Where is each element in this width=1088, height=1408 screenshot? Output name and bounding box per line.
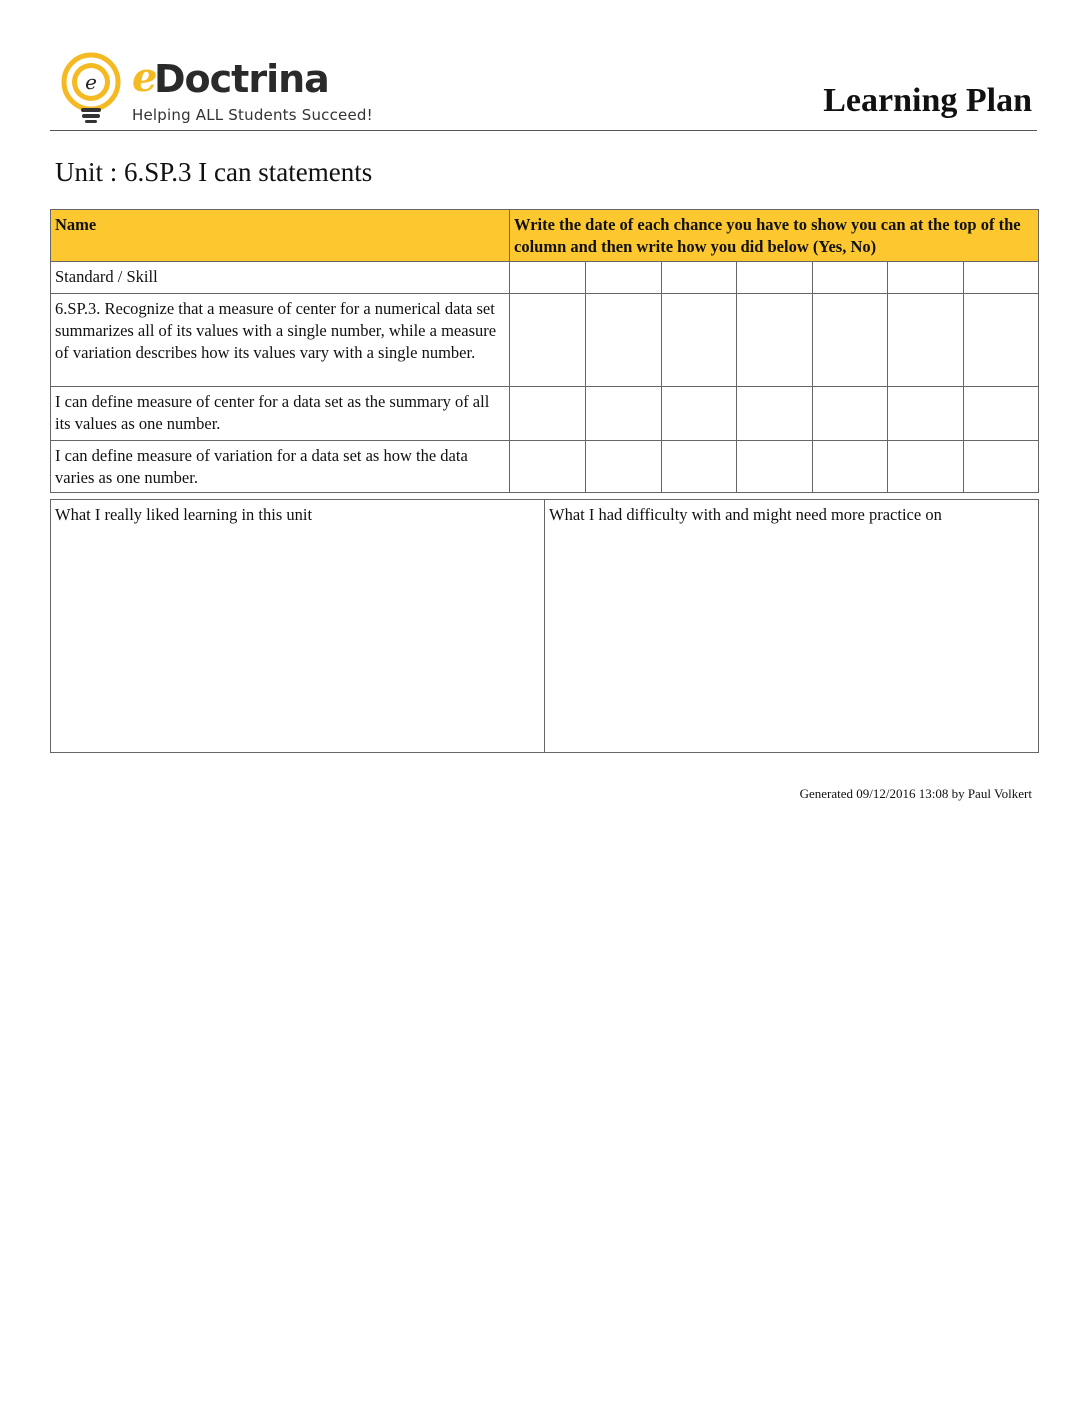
logo-tagline: Helping ALL Students Succeed! — [132, 106, 373, 124]
document-title: Learning Plan — [823, 82, 1032, 119]
liked-learning-box[interactable]: What I really liked learning in this unit — [51, 500, 545, 753]
date-cell[interactable] — [510, 262, 586, 294]
result-cell[interactable] — [737, 441, 813, 493]
result-cell[interactable] — [586, 294, 662, 387]
date-cell[interactable] — [888, 262, 964, 294]
standard-skill-row — [51, 262, 1039, 294]
result-cell[interactable] — [964, 387, 1039, 441]
date-cell[interactable] — [737, 262, 813, 294]
result-cell[interactable] — [510, 441, 586, 493]
result-cell[interactable] — [586, 441, 662, 493]
logo-e-letter: e — [132, 54, 158, 101]
skill-statement: I can define measure of center for a data set as the summary of all its values as one number. — [51, 387, 510, 441]
table-row — [51, 294, 1039, 387]
header-divider — [50, 130, 1037, 131]
svg-text:e: e — [85, 70, 97, 94]
name-header-cell[interactable]: Name — [51, 210, 510, 262]
table-row — [51, 441, 1039, 493]
result-cell[interactable] — [510, 294, 586, 387]
difficulty-box[interactable]: What I had difficulty with and might need more practice on — [545, 500, 1039, 753]
result-cell[interactable] — [964, 441, 1039, 493]
result-cell[interactable] — [737, 387, 813, 441]
result-cell[interactable] — [813, 387, 888, 441]
date-cell[interactable] — [586, 262, 662, 294]
edoctrina-logo — [54, 52, 374, 128]
reflection-row — [51, 500, 1039, 753]
instructions-header-cell: Write the date of each chance you have to show you can at the top of the column and then write how you did below (Yes, No) — [510, 210, 1039, 262]
date-cell[interactable] — [662, 262, 737, 294]
result-cell[interactable] — [888, 441, 964, 493]
result-cell[interactable] — [662, 441, 737, 493]
table-header-row — [51, 210, 1039, 262]
result-cell[interactable] — [662, 387, 737, 441]
learning-plan-table — [50, 209, 1039, 493]
result-cell[interactable] — [662, 294, 737, 387]
result-cell[interactable] — [813, 441, 888, 493]
result-cell[interactable] — [964, 294, 1039, 387]
skill-statement: 6.SP.3. Recognize that a measure of center for a numerical data set summarizes all of its values with a single number, while a measure of variation describes how its values vary with a single number. — [51, 294, 510, 387]
result-cell[interactable] — [586, 387, 662, 441]
date-cell[interactable] — [813, 262, 888, 294]
reflection-table — [50, 499, 1039, 753]
standard-skill-label: Standard / Skill — [51, 262, 510, 294]
date-cell[interactable] — [964, 262, 1039, 294]
unit-title: Unit : 6.SP.3 I can statements — [55, 157, 373, 187]
lightbulb-icon — [54, 52, 134, 128]
table-row — [51, 387, 1039, 441]
skill-statement: I can define measure of variation for a data set as how the data varies as one number. — [51, 441, 510, 493]
result-cell[interactable] — [813, 294, 888, 387]
logo-wordmark: Doctrina — [154, 57, 329, 101]
result-cell[interactable] — [888, 294, 964, 387]
result-cell[interactable] — [510, 387, 586, 441]
result-cell[interactable] — [888, 387, 964, 441]
generated-footer: Generated 09/12/2016 13:08 by Paul Volkert — [799, 786, 1032, 801]
result-cell[interactable] — [737, 294, 813, 387]
